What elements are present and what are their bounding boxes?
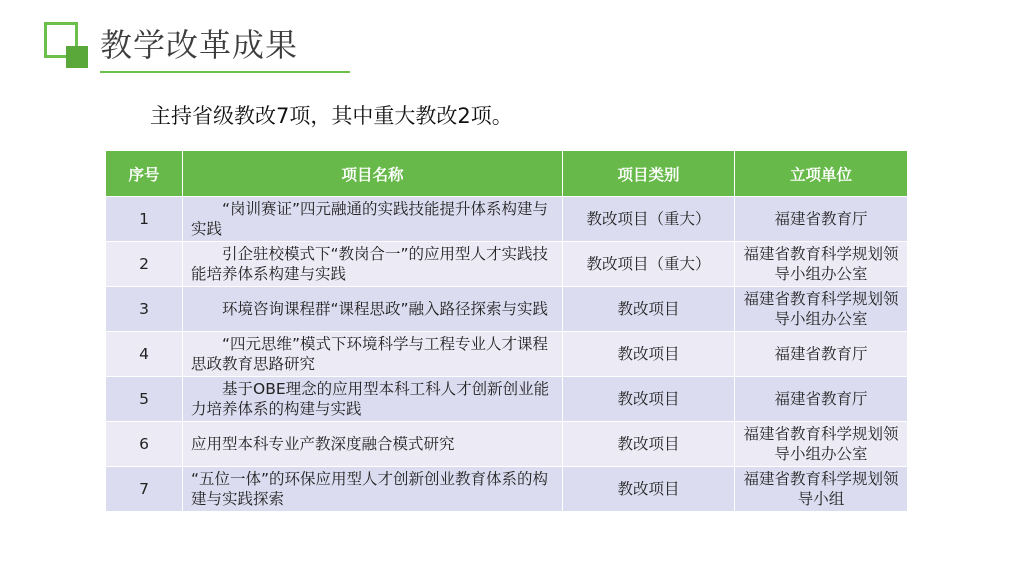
project-name-text: 引企驻校模式下“教岗合一”的应用型人才实践技能培养体系构建与实践 [191, 245, 549, 283]
cell-project-name [183, 287, 563, 332]
slide-title: 教学改革成果 [100, 26, 299, 64]
project-name-text: 环境咨询课程群“课程思政”融入路径探索与实践 [222, 300, 549, 318]
cell-project-name [183, 332, 563, 377]
project-name-text: “四元思维”模式下环境科学与工程专业人才课程思政教育思路研究 [191, 335, 549, 373]
cell-number: 6 [106, 422, 183, 467]
table-row [106, 332, 908, 377]
cell-project-category: 教改项目 [563, 377, 735, 422]
cell-project-category: 教改项目 [563, 467, 735, 512]
summary-text: 主持省级教改7项，其中重大教改2项。 [150, 104, 513, 128]
cell-project-category: 教改项目（重大） [563, 197, 735, 242]
cell-project-name [183, 242, 563, 287]
cell-number: 3 [106, 287, 183, 332]
cell-project-name [183, 422, 563, 467]
project-name-text: 基于OBE理念的应用型本科工科人才创新创业能力培养体系的构建与实践 [191, 380, 550, 418]
project-name-text: 应用型本科专业产教深度融合模式研究 [191, 435, 455, 453]
logo-filled-square [66, 46, 88, 68]
cell-approving-unit: 福建省教育厅 [735, 377, 908, 422]
table-row [106, 422, 908, 467]
cell-number: 4 [106, 332, 183, 377]
table-row [106, 197, 908, 242]
table-row [106, 242, 908, 287]
table-row [106, 287, 908, 332]
header-number: 序号 [106, 151, 183, 197]
cell-number: 7 [106, 467, 183, 512]
cell-approving-unit: 福建省教育科学规划领导小组 [735, 467, 908, 512]
cell-project-category: 教改项目 [563, 332, 735, 377]
project-name-text: “五位一体”的环保应用型人才创新创业教育体系的构建与实践探索 [191, 470, 549, 508]
header-project-name: 项目名称 [183, 151, 563, 197]
cell-approving-unit: 福建省教育科学规划领导小组办公室 [735, 422, 908, 467]
header-project-category: 项目类别 [563, 151, 735, 197]
table-row [106, 377, 908, 422]
cell-approving-unit: 福建省教育厅 [735, 197, 908, 242]
cell-project-category: 教改项目 [563, 422, 735, 467]
cell-project-name [183, 197, 563, 242]
header-approving-unit: 立项单位 [735, 151, 908, 197]
cell-approving-unit: 福建省教育科学规划领导小组办公室 [735, 242, 908, 287]
cell-project-category: 教改项目 [563, 287, 735, 332]
slide-logo-icon [44, 22, 90, 70]
cell-approving-unit: 福建省教育科学规划领导小组办公室 [735, 287, 908, 332]
cell-number: 1 [106, 197, 183, 242]
table-row [106, 467, 908, 512]
cell-number: 2 [106, 242, 183, 287]
cell-project-category: 教改项目（重大） [563, 242, 735, 287]
title-underline [100, 71, 350, 73]
project-name-text: “岗训赛证”四元融通的实践技能提升体系构建与实践 [191, 200, 549, 238]
results-table [105, 150, 908, 512]
cell-project-name [183, 467, 563, 512]
cell-project-name [183, 377, 563, 422]
cell-approving-unit: 福建省教育厅 [735, 332, 908, 377]
table-header-row [106, 151, 908, 197]
cell-number: 5 [106, 377, 183, 422]
